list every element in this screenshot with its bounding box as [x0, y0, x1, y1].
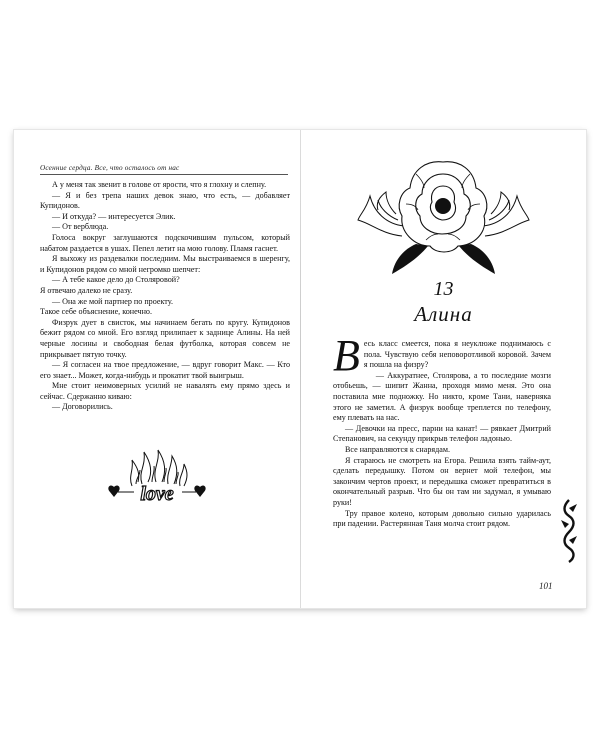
love-ornament [102, 448, 212, 508]
paragraph: — А тебе какое дело до Столяровой? [52, 275, 180, 285]
paragraph: — Девочки на пресс, парни на канат! — рявкает Дмитрий Степанович, на секунду прикрыв телефон ладонью. [333, 423, 551, 444]
paragraph: — Она же мой партнер по проекту. [52, 296, 173, 306]
paragraph: Такое себе объяснение, конечно. [40, 307, 152, 317]
first-paragraph-text: есь класс смеется, пока я неуклюже поднимаюсь с пола. Чувствую себя неповоротливой коровой. Зачем я пошла на физру? [363, 339, 551, 370]
paragraph: — Аккуратнее, Столярова, а то последние мозги отобьешь, — шипит Жанна, проходя мимо меня. Это она поставила мне подножку. Но никто, кроме Тани, наверняка этого не заметил. А физрук вообще треплется по телефону, ему плевать на нас. [333, 370, 551, 423]
left-page-text [40, 180, 290, 413]
left-page [14, 130, 300, 608]
right-page-text [333, 331, 551, 530]
paragraph: — Договорились. [52, 402, 113, 412]
peony-ornament [356, 154, 531, 278]
chapter-title: Алина [414, 302, 473, 326]
right-page [301, 130, 586, 608]
paragraph: Голоса вокруг заглушаются подскочившим пульсом, который набатом раздается в ушах. Пепел летит на мою голову. Пламя гаснет. [40, 232, 290, 253]
book-spread [14, 130, 586, 608]
paragraph: Я отвечаю далеко не сразу. [40, 285, 133, 295]
paragraph: Физрук дует в свисток, мы начинаем бегать по кругу. Купидонов бежит рядом со мной. Его взгляд прилипает к заднице Алины. На ней черные лосины и свободная белая футболка, которая совсем не прикрывает пятую точку. [40, 317, 290, 359]
paragraph: А у меня так звенит в голове от ярости, что я глохну и слепну. [52, 180, 267, 189]
paragraph: — Я и без трепа наших девок знаю, что есть, — добавляет Купидонов. [40, 190, 290, 211]
paragraph: Все направляются к снарядам. [345, 444, 450, 454]
paragraph: Мне стоит неимоверных усилий не навалять ему прямо здесь и сейчас. Сдержанно киваю: [40, 381, 290, 401]
first-paragraph [333, 331, 551, 380]
paragraph: — От верблюда. [52, 222, 109, 232]
running-header: Осенние сердца. Все, что осталось от нас [40, 164, 180, 172]
paragraph: Я стараюсь не смотреть на Егора. Решила взять тайм-аут, сделать передышку. Потом он вернет мой телефон, мы закончим чертов проект, и передышка сможет превратиться в окончательный разрыв. Что бы он там ни задумал, я умываю руки! [333, 455, 551, 507]
paragraph: Тру правое колено, которым довольно сильно ударилась при падении. Растерянная Таня молча стоит рядом. [333, 508, 551, 529]
paragraph: — И откуда? — интересуется Элик. [52, 211, 176, 221]
page-number: 101 [539, 581, 553, 591]
chapter-number: 13 [433, 278, 454, 300]
side-tribal-ornament [559, 498, 579, 564]
love-word: love [140, 483, 174, 505]
header-rule [40, 174, 288, 175]
drop-cap: В [333, 331, 360, 380]
paragraph: Я выхожу из раздевалки последним. Мы выстраиваемся в шеренгу, и Купидонов рядом со мной негромко шепчет: [40, 254, 290, 274]
paragraph: — Я согласен на твое предложение, — вдруг говорит Макс. — Кто его знает... Может, когда-нибудь и прокатит твой выигрыш. [40, 360, 290, 380]
